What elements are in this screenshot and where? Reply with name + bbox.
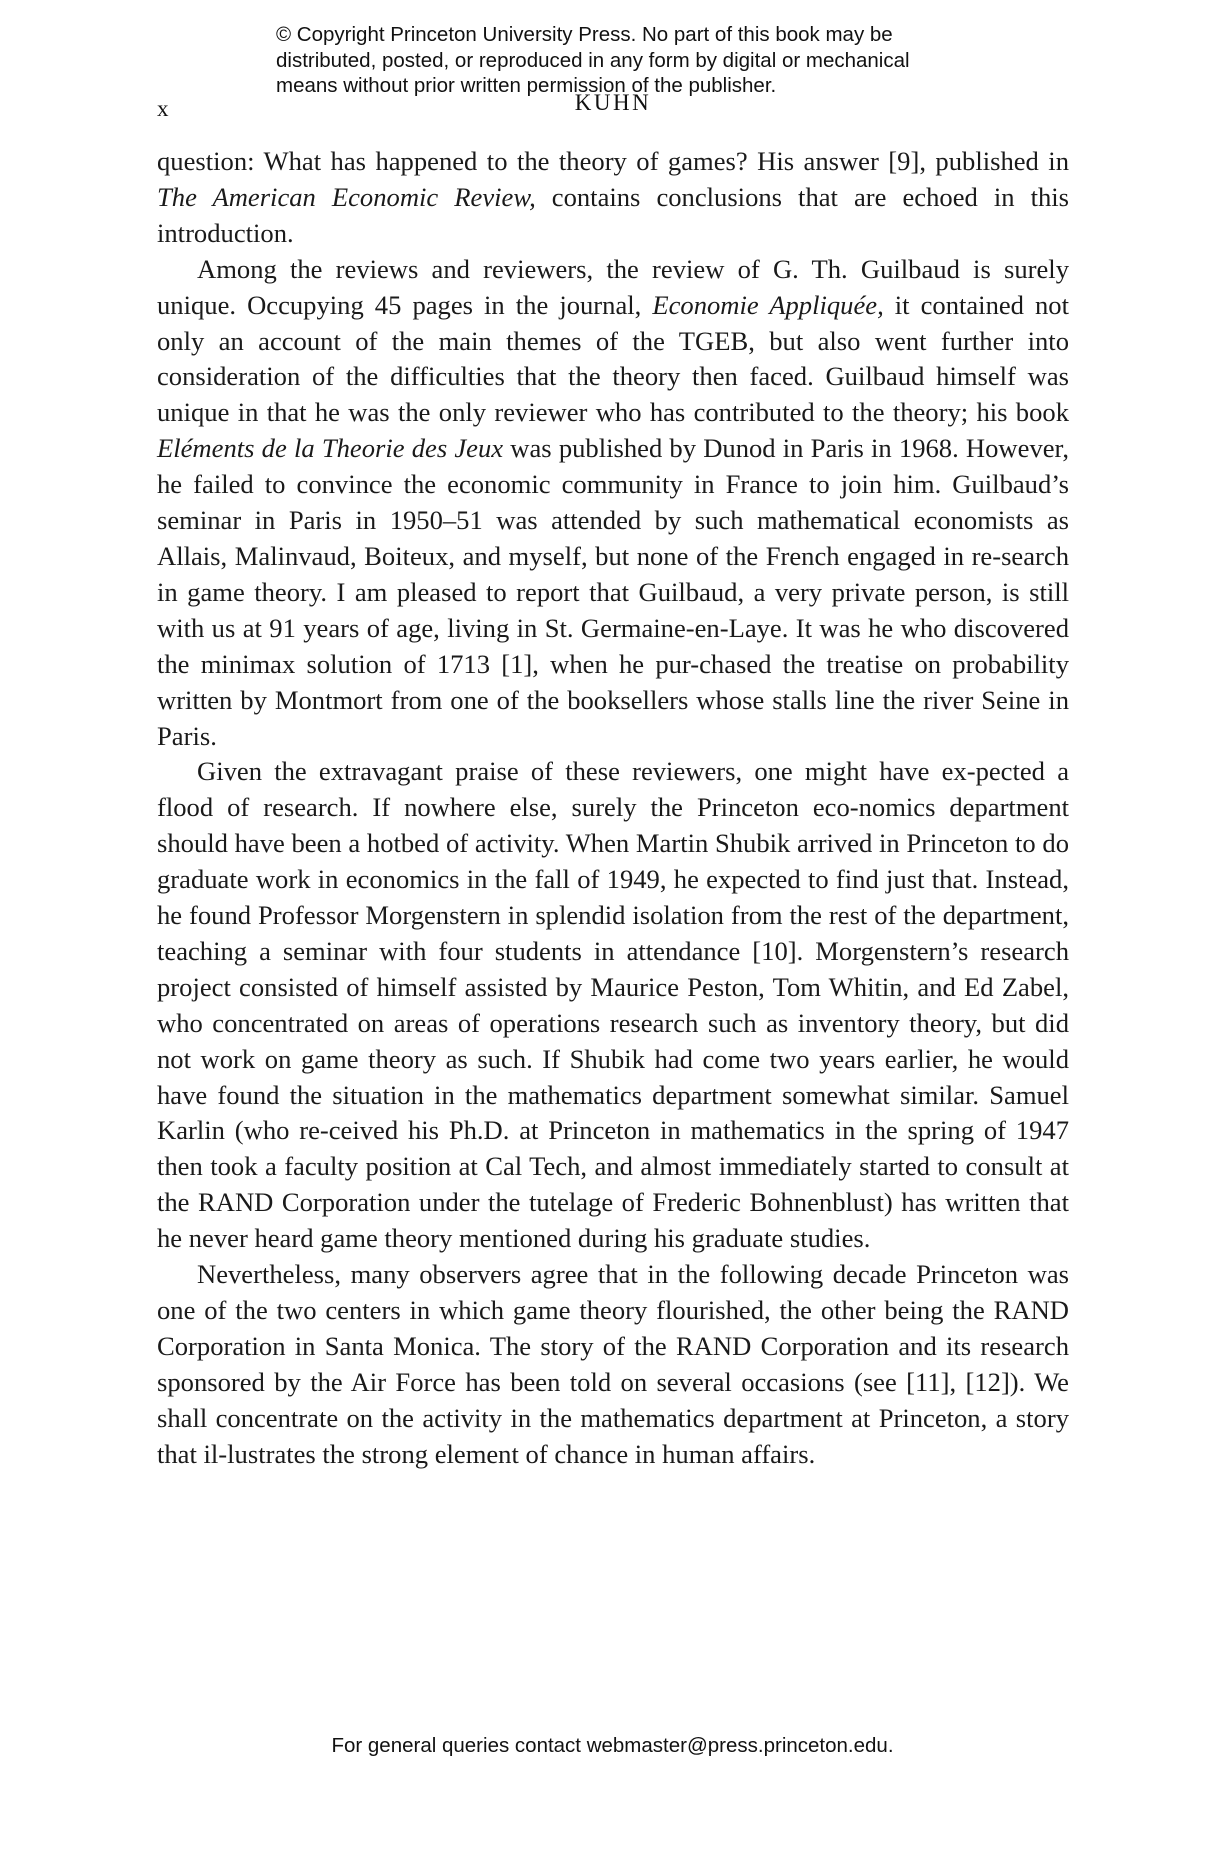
body-text [157, 144, 1069, 1473]
book-title: Eléments de la Theorie des Jeux [157, 433, 504, 464]
paragraph [157, 252, 1069, 755]
text-run: Nevertheless, many observers agree that in the following decade Princeton was one of the two centers in which game theory flourished, the other being the RAND Corporation in Santa Monica. The story of the RAND Corporation and its research sponsored by the Air Force has been told on several occasions (see [11], [12]). We shall concentrate on the activity in the mathematics department at Princeton, a story that il-lustrates the strong element of chance in human affairs. [157, 1259, 1069, 1469]
copyright-line: means without prior written permission of the publisher. [276, 74, 777, 97]
running-head [157, 90, 1069, 126]
text-run: it contained not only an account of the main themes of the TGEB, but also went further into consideration of the difficulties that the theory then faced. Guilbaud himself was unique in that he was the only reviewer who has contributed to the theory; his book [157, 289, 1069, 428]
text-run: Given the extravagant praise of these reviewers, one might have ex-pected a flood of research. If nowhere else, surely the Princeton eco-nomics department should have been a hotbed of activity. When Martin Shubik arrived in Princeton to do graduate work in economics in the fall of 1949, he expected to find just that. Instead, he found Professor Morgenstern in splendid isolation from the rest of the department, teaching a seminar with four students in attendance [10]. Morgenstern’s research project consisted of himself assisted by Maurice Peston, Tom Whitin, and Ed Zabel, who concentrated on areas of operations research such as inventory theory, but did not work on game theory as such. If Shubik had come two years earlier, he would have found the situation in the mathematics department somewhat similar. Samuel Karlin (who re-ceived his Ph.D. at Princeton in mathematics in the spring of 1947 then took a faculty position at Cal Tech, and almost immediately started to consult at the RAND Corporation under the tutelage of Frederic Bohnenblust) has written that he never heard game theory mentioned during his graduate studies. [157, 756, 1069, 1254]
text-run: contains conclusions that are echoed in this introduction. [157, 181, 1069, 248]
paragraph [157, 754, 1069, 1257]
running-head-author: KUHN [574, 90, 652, 115]
copyright-line: distributed, posted, or reproduced in any form by digital or mechanical [276, 48, 910, 72]
text-run: was published by Dunod in Paris in 1968. However, he failed to convince the economic community in France to join him. Guilbaud’s seminar in Paris in 1950–51 was attended by such mathematical economists as Allais, Malinvaud, Boiteux, and myself, but none of the French engaged in re-search in game theory. I am pleased to report that Guilbaud, a very private person, is still with us at 91 years of age, living in St. Germaine-en-Laye. It was he who discovered the minimax solution of 1713 [1], when he pur-chased the treatise on probability written by Montmort from one of the booksellers whose stalls line the river Seine in Paris. [157, 433, 1069, 751]
paragraph [157, 1257, 1069, 1472]
paragraph [157, 144, 1069, 252]
journal-title: The American Economic Review, [157, 181, 536, 212]
footer-contact: For general queries contact webmaster@press.princeton.edu. [331, 1734, 894, 1757]
text-run: Among the reviews and reviewers, the review of G. Th. Guilbaud is surely unique. Occupying 45 pages in the journal, [157, 253, 1069, 320]
text-run: question: What has happened to the theory of games? His answer [9], published in [157, 146, 1069, 176]
journal-title: Economie Appliquée, [652, 289, 884, 320]
copyright-line: © Copyright Princeton University Press. No part of this book may be [276, 23, 893, 46]
page-number: x [157, 96, 170, 121]
copyright-notice [276, 22, 996, 99]
